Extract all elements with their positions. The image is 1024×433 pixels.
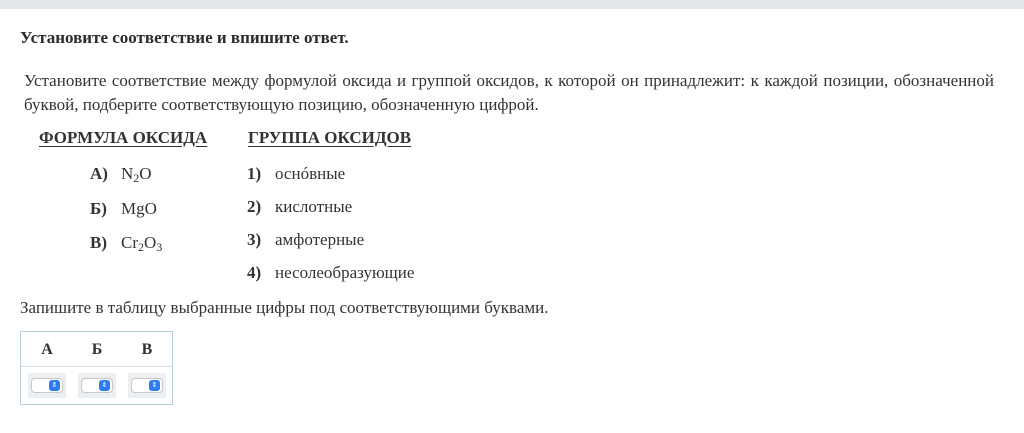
group-item bbox=[247, 164, 345, 184]
formula-key: А) bbox=[90, 164, 108, 183]
answer-cell-b bbox=[78, 373, 116, 398]
formula-n2o: $N_2O$ bbox=[121, 164, 152, 185]
answer-select-b[interactable] bbox=[81, 378, 113, 393]
answer-cell-a bbox=[28, 373, 66, 398]
group-item bbox=[247, 263, 414, 283]
table-divider bbox=[21, 366, 172, 367]
answer-select-v[interactable] bbox=[131, 378, 163, 393]
group-key: 2) bbox=[247, 197, 262, 216]
formula-mgo: MgO bbox=[121, 199, 157, 218]
answer-header-a: А bbox=[41, 341, 53, 358]
formula-item bbox=[90, 199, 157, 219]
select-stepper-icon: ⇕ bbox=[49, 380, 60, 391]
task-title: Установите соответствие и впишите ответ. bbox=[20, 28, 349, 47]
group-key: 4) bbox=[247, 263, 262, 282]
formula-column-header: ФОРМУЛА ОКСИДА bbox=[39, 128, 208, 147]
answer-table bbox=[20, 331, 173, 405]
answer-header-b: Б bbox=[91, 341, 103, 358]
task-intro: Установите соответствие между формулой оксида и группой оксидов, к которой он принадлежит: к каждой позиции, обозначенной буквой, подберите соответствующую позицию, обозначенную цифрой. bbox=[24, 71, 994, 114]
group-key: 3) bbox=[247, 230, 262, 249]
formula-item bbox=[90, 233, 162, 253]
formula-cr2o3: $Cr_2O_3$ bbox=[121, 233, 163, 254]
top-bar bbox=[0, 0, 1024, 9]
formula-item bbox=[90, 164, 152, 184]
group-key: 1) bbox=[247, 164, 262, 183]
answer-select-a[interactable] bbox=[31, 378, 63, 393]
formula-key: В) bbox=[90, 233, 107, 252]
answer-cell-v bbox=[128, 373, 166, 398]
group-column-header: ГРУППА ОКСИДОВ bbox=[248, 128, 412, 147]
group-label: амфотерные bbox=[275, 230, 365, 249]
answer-header-v: В bbox=[141, 341, 153, 358]
group-label: кислотные bbox=[275, 197, 353, 216]
group-label: оснóвные bbox=[275, 164, 346, 183]
select-stepper-icon: ⇕ bbox=[149, 380, 160, 391]
group-item bbox=[247, 197, 352, 217]
answer-instruction: Запишите в таблицу выбранные цифры под соответствующими буквами. bbox=[20, 298, 549, 317]
formula-key: Б) bbox=[90, 199, 107, 218]
select-stepper-icon: ⇕ bbox=[99, 380, 110, 391]
group-label: несолеобразующие bbox=[275, 263, 415, 282]
group-item bbox=[247, 230, 364, 250]
